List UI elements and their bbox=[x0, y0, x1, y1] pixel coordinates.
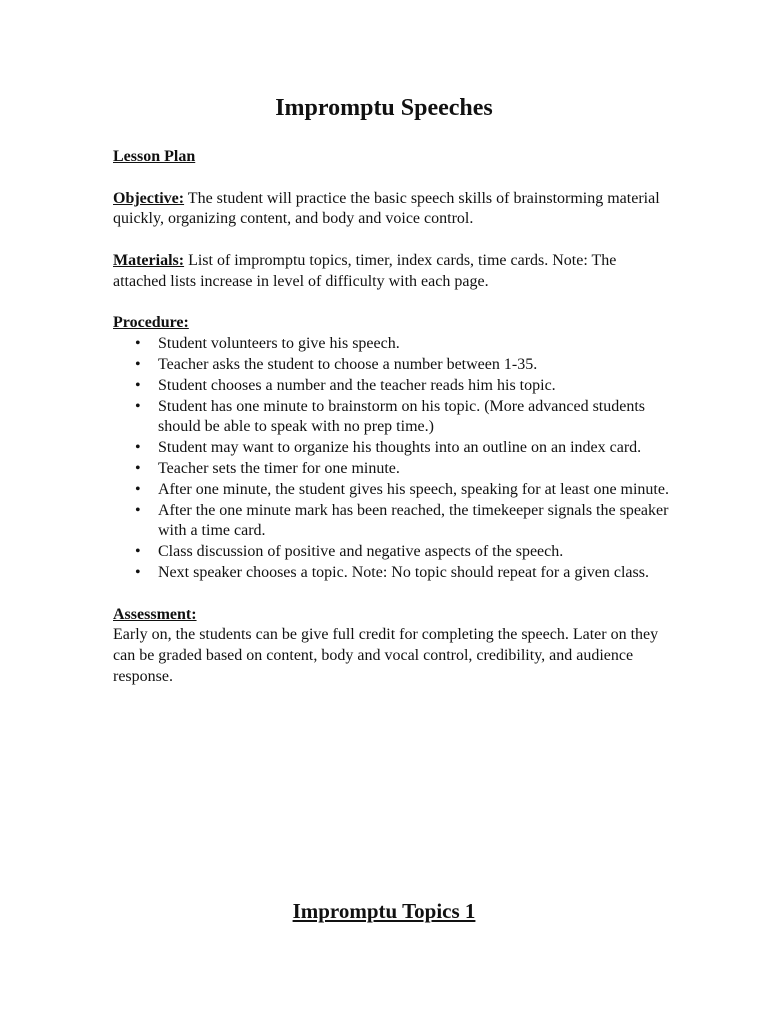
objective-text: The student will practice the basic speech skills of brainstorming material quickly, organizing content, and body and voice control. bbox=[113, 189, 660, 228]
list-item-text: Teacher sets the timer for one minute. bbox=[158, 459, 400, 477]
list-item bbox=[113, 501, 673, 543]
bullet-icon: • bbox=[135, 397, 141, 415]
bullet-icon: • bbox=[135, 459, 141, 477]
list-item bbox=[113, 376, 673, 397]
list-item bbox=[113, 397, 673, 439]
bullet-icon: • bbox=[135, 563, 141, 581]
materials-label: Materials: bbox=[113, 251, 185, 269]
bullet-icon: • bbox=[135, 480, 141, 498]
list-item bbox=[113, 334, 673, 355]
list-item-text: Next speaker chooses a topic. Note: No topic should repeat for a given class. bbox=[158, 563, 649, 581]
assessment-heading bbox=[113, 605, 673, 626]
bullet-icon: • bbox=[135, 543, 141, 561]
list-item-text: Student may want to organize his thoughts into an outline on an index card. bbox=[158, 439, 642, 457]
materials-paragraph bbox=[113, 251, 673, 293]
list-item-text: Teacher asks the student to choose a number between 1-35. bbox=[158, 355, 538, 373]
list-item bbox=[113, 459, 673, 480]
objective-label: Objective: bbox=[113, 189, 185, 207]
list-item-text: Student has one minute to brainstorm on his topic. (More advanced students should be able to speak with no prep time.) bbox=[158, 397, 646, 436]
bullet-icon: • bbox=[135, 376, 141, 394]
lesson-plan-heading-text: Lesson Plan bbox=[113, 148, 196, 165]
lesson-content bbox=[113, 147, 673, 709]
list-item bbox=[113, 563, 673, 584]
procedure-heading-text: Procedure: bbox=[113, 314, 189, 332]
list-item-text: Student chooses a number and the teacher reads him his topic. bbox=[158, 376, 556, 394]
procedure-heading bbox=[113, 313, 673, 334]
list-item bbox=[113, 355, 673, 376]
assessment-heading-text: Assessment: bbox=[113, 605, 197, 623]
materials-text: List of impromptu topics, timer, index cards, time cards. Note: The attached lists increase in level of difficulty with each page. bbox=[113, 251, 617, 290]
lesson-plan-heading bbox=[113, 147, 673, 168]
bullet-icon: • bbox=[135, 501, 141, 519]
bullet-icon: • bbox=[135, 439, 141, 457]
objective-paragraph bbox=[113, 189, 673, 231]
list-item-text: Student volunteers to give his speech. bbox=[158, 335, 400, 353]
bullet-icon: • bbox=[135, 335, 141, 353]
list-item-text: Class discussion of positive and negative aspects of the speech. bbox=[158, 543, 564, 561]
list-item-text: After the one minute mark has been reached, the timekeeper signals the speaker with a time card. bbox=[158, 501, 669, 540]
list-item bbox=[113, 480, 673, 501]
list-item bbox=[113, 438, 673, 459]
page-title: Impromptu Speeches bbox=[275, 95, 493, 121]
topics-title: Impromptu Topics 1 bbox=[292, 899, 476, 923]
list-item-text: After one minute, the student gives his speech, speaking for at least one minute. bbox=[158, 480, 669, 498]
list-item bbox=[113, 542, 673, 563]
procedure-list bbox=[113, 334, 673, 584]
assessment-text: Early on, the students can be give full credit for completing the speech. Later on they can be graded based on content, body and vocal control, credibility, and audience response. bbox=[113, 626, 659, 685]
bullet-icon: • bbox=[135, 355, 141, 373]
